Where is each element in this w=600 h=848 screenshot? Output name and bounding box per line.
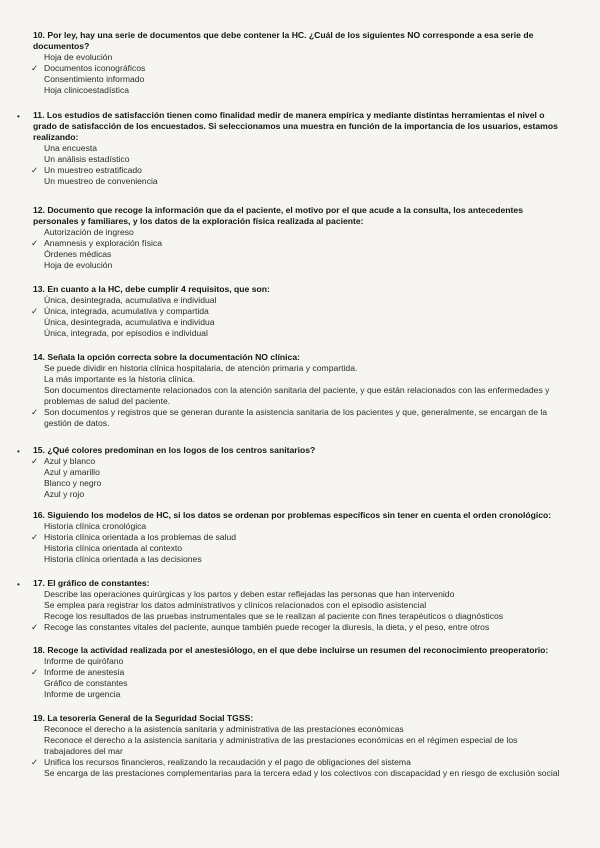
question-10 (0, 30, 600, 96)
q17-option-b: Se emplea para registrar los datos administrativos y clínicos relacionados con el episodio asistencial (44, 600, 427, 610)
q13-option-a: Única, desintegrada, acumulativa e individual (44, 295, 217, 305)
q14-option-c: Son documentos directamente relacionados con la atención sanitaria del paciente, y que están relacionados con las enfermedades y problemas de salud del paciente. (44, 385, 550, 406)
q17-option-c: Recoge los resultados de las pruebas instrumentales que se le realizan al paciente con fines terapéuticos o diagnósticos (44, 611, 504, 621)
check-icon: ✓ (31, 407, 39, 417)
q16-option-a: Historia clínica cronológica (44, 521, 147, 531)
q12-option-d: Hoja de evolución (44, 260, 113, 270)
check-icon: ✓ (31, 238, 39, 248)
q16-option-c: Historia clínica orientada al contexto (44, 543, 183, 553)
question-13 (0, 284, 600, 339)
question-17-title: 17. El gráfico de constantes: (33, 578, 150, 588)
q19-option-b: Reconoce el derecho a la asistencia sanitaria y administrativa de las prestaciones económicas en el régimen especial de los trabajadores del mar (44, 735, 518, 756)
q19-option-a: Reconoce el derecho a la asistencia sanitaria y administrativa de las prestaciones económicas (44, 724, 404, 734)
question-11 (0, 110, 600, 187)
question-18 (0, 645, 600, 700)
question-13-title: 13. En cuanto a la HC, debe cumplir 4 requisitos, que son: (33, 284, 270, 294)
q11-option-d: Un muestreo de conveniencia (44, 176, 158, 186)
question-16-title: 16. Siguiendo los modelos de HC, si los datos se ordenan por problemas específicos sin tener en cuenta el orden cronológico: (33, 510, 552, 520)
bullet-icon: • (17, 447, 20, 456)
q13-option-d: Única, integrada, por episodios e individual (44, 328, 208, 338)
q15-option-a: ✓ Azul y blanco (31, 456, 96, 466)
question-11-title: 11. Los estudios de satisfacción tienen como finalidad medir de manera empírica y mediante distintas herramientas el nivel o grado de satisfacción de los encuestados. Si seleccionamos una muestra en función de la importancia de los usuarios, estamos realizando: (33, 110, 558, 142)
q13-option-b: ✓ Única, integrada, acumulativa y compartida (31, 306, 209, 316)
question-10-title: 10. Por ley, hay una serie de documentos que debe contener la HC. ¿Cuál de los siguientes NO corresponde a esa serie de documentos? (33, 30, 534, 51)
q18-option-c: Gráfico de constantes (44, 678, 128, 688)
q16-option-d: Historia clínica orientada a las decisiones (44, 554, 202, 564)
question-14-title: 14. Señala la opción correcta sobre la documentación NO clínica: (33, 352, 300, 362)
q12-option-a: Autorización de ingreso (44, 227, 134, 237)
q14-option-b: La más importante es la historia clínica. (44, 374, 195, 384)
q17-option-a: Describe las operaciones quirúrgicas y los partos y deben estar reflejadas las personas que han intervenido (44, 589, 455, 599)
q13-option-c: Única, desintegrada, acumulativa e individua (44, 317, 215, 327)
q10-option-c: Consentimiento informado (44, 74, 145, 84)
q19-option-d: Se encarga de las prestaciones complementarias para la tercera edad y los colectivos con discapacidad y en riesgo de exclusión social (44, 768, 560, 778)
q11-option-b: Un análisis estadístico (44, 154, 130, 164)
question-12 (0, 205, 600, 271)
q11-option-a: Una encuesta (44, 143, 98, 153)
question-12-title: 12. Documento que recoge la información que da el paciente, el motivo por el que acude a la consulta, los antecedentes personales y familiares, y los datos de la exploración física realizada al paciente: (33, 205, 523, 226)
check-icon: ✓ (31, 757, 39, 767)
q14-option-d: ✓ Son documentos y registros que se generan durante la asistencia sanitaria de los pacientes y que, generalmente, se encargan de la gestión de datos. (31, 407, 548, 428)
q18-option-a: Informe de quirófano (44, 656, 124, 666)
question-15-title: 15. ¿Qué colores predominan en los logos de los centros sanitarios? (33, 445, 316, 455)
check-icon: ✓ (31, 532, 39, 542)
check-icon: ✓ (31, 165, 39, 175)
q12-option-b: ✓ Anamnesis y exploración física (31, 238, 162, 248)
q16-option-b: ✓ Historia clínica orientada a los problemas de salud (31, 532, 237, 542)
q17-option-d: ✓ Recoge las constantes vitales del paciente, aunque también puede recoger la diuresis, la dieta, y el peso, entre otros (31, 622, 490, 632)
q12-option-c: Órdenes médicas (44, 249, 112, 259)
q10-option-a: Hoja de evolución (44, 52, 113, 62)
question-18-title: 18. Recoge la actividad realizada por el anestesiólogo, en el que debe incluirse un resumen del reconocimiento preoperatorio: (33, 645, 549, 655)
check-icon: ✓ (31, 456, 39, 466)
q15-option-c: Blanco y negro (44, 478, 102, 488)
q11-option-c: ✓ Un muestreo estratificado (31, 165, 142, 175)
check-icon: ✓ (31, 306, 39, 316)
question-19-title: 19. La tesorería General de la Seguridad Social TGSS: (33, 713, 254, 723)
check-icon: ✓ (31, 622, 39, 632)
question-19 (0, 713, 600, 779)
question-14 (0, 352, 600, 429)
q18-option-d: Informe de urgencia (44, 689, 121, 699)
bullet-icon: • (17, 580, 20, 589)
q10-option-b: ✓ Documentos iconográficos (31, 63, 146, 73)
q18-option-b: ✓ Informe de anestesia (31, 667, 125, 677)
q10-option-d: Hoja clinicoestadística (44, 85, 130, 95)
question-17 (0, 578, 600, 633)
q15-option-d: Azul y rojo (44, 489, 85, 499)
check-icon: ✓ (31, 667, 39, 677)
q15-option-b: Azul y amarillo (44, 467, 100, 477)
q14-option-a: Se puede dividir en historia clínica hospitalaria, de atención primaria y compartida. (44, 363, 358, 373)
question-16 (0, 510, 600, 565)
q19-option-c: ✓ Unifica los recursos financieros, realizando la recaudación y el pago de obligaciones del sistema (31, 757, 411, 767)
question-15 (0, 445, 600, 500)
check-icon: ✓ (31, 63, 39, 73)
bullet-icon: • (17, 112, 20, 121)
